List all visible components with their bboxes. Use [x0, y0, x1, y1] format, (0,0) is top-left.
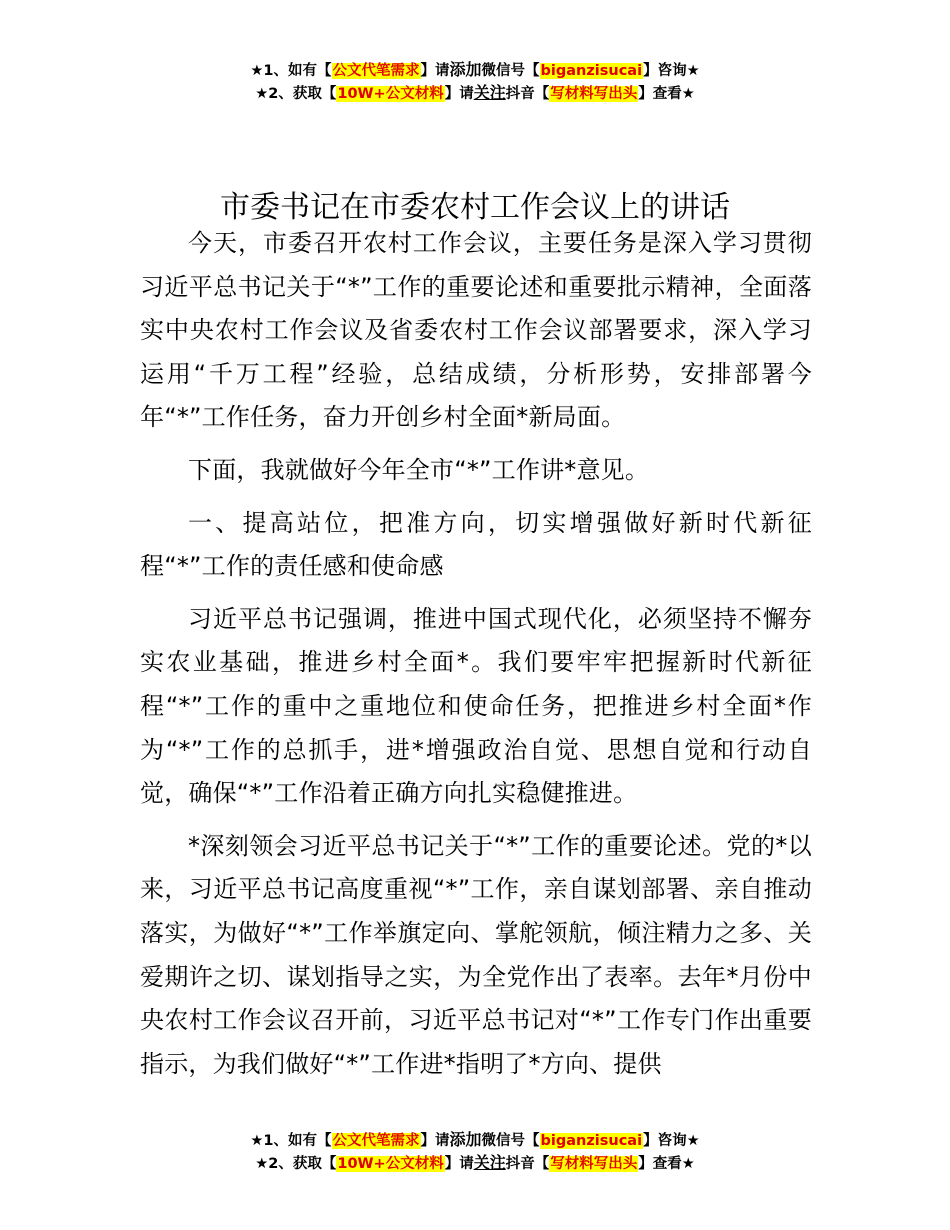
footer-banner	[0, 1129, 950, 1175]
document-body	[140, 222, 812, 1095]
paragraph: 下面，我就做好今年全市“*”工作讲*意见。	[188, 455, 650, 484]
banner-line-1	[0, 1129, 950, 1152]
banner-emphasis: 添加	[449, 60, 482, 79]
banner-text: 】请	[420, 63, 450, 79]
banner-text: 】咨询★	[643, 63, 700, 79]
banner-highlight: 公文代笔需求	[332, 63, 420, 79]
banner-line-2	[0, 1152, 950, 1175]
banner-text: 】查看★	[638, 1156, 695, 1172]
banner-text: 】请	[444, 86, 474, 102]
banner-highlight: 10W+公文材料	[337, 1156, 444, 1172]
banner-emphasis: 关注	[473, 1153, 506, 1172]
banner-highlight: 公文代笔需求	[332, 1133, 420, 1149]
section-heading: 一、提高站位，把准方向，切实增强做好新时代新征程“*”工作的责任感和使命感	[140, 508, 812, 581]
paragraph: 今天，市委召开农村工作会议，主要任务是深入学习贯彻习近平总书记关于“*”工作的重要论述和重要批示精神，全面落实中央农村工作会议及省委农村工作会议部署要求，深入学习运用“千万工程”经验，总结成绩，分析形势，安排部署今年“*”工作任务，奋力开创乡村全面*新局面。	[140, 229, 812, 432]
banner-highlight: biganzisucai	[540, 63, 643, 79]
banner-text: 】咨询★	[643, 1133, 700, 1149]
banner-text: 微信号【	[481, 63, 540, 79]
banner-text: 抖音【	[505, 1156, 550, 1172]
banner-text: ★2、获取【	[255, 1156, 337, 1172]
banner-line-1	[0, 59, 950, 82]
banner-line-2	[0, 82, 950, 105]
paragraph: 习近平总书记强调，推进中国式现代化，必须坚持不懈夯实农业基础，推进乡村全面*。我们要牢牢把握新时代新征程“*”工作的重中之重地位和使命任务，把推进乡村全面*作为“*”工作的总抓手，进*增强政治自觉、思想自觉和行动自觉，确保“*”工作沿着正确方向扎实稳健推进。	[140, 604, 812, 808]
banner-emphasis: 添加	[449, 1130, 482, 1149]
header-banner	[0, 59, 950, 105]
banner-text: 抖音【	[505, 86, 550, 102]
banner-text: ★1、如有【	[250, 1133, 332, 1149]
banner-text: 】查看★	[638, 86, 695, 102]
banner-text: 】请	[444, 1156, 474, 1172]
document-title: 市委书记在市委农村工作会议上的讲话	[220, 190, 730, 226]
banner-text: 微信号【	[481, 1133, 540, 1149]
banner-highlight: 写材料写出头	[550, 1156, 638, 1172]
banner-highlight: 10W+公文材料	[337, 86, 444, 102]
banner-highlight: 写材料写出头	[550, 86, 638, 102]
banner-text: ★2、获取【	[255, 86, 337, 102]
banner-emphasis: 关注	[473, 83, 506, 102]
paragraph: *深刻领会习近平总书记关于“*”工作的重要论述。党的*以来，习近平总书记高度重视“*”工作，亲自谋划部署、亲自推动落实，为做好“*”工作举旗定向、掌舵领航，倾注精力之多、关爱期许之切、谋划指导之实，为全党作出了表率。去年*月份中央农村工作会议召开前，习近平总书记对“*”工作专门作出重要指示，为我们做好“*”工作进*指明了*方向、提供	[140, 831, 812, 1078]
banner-text: 】请	[420, 1133, 450, 1149]
banner-highlight: biganzisucai	[540, 1133, 643, 1149]
banner-text: ★1、如有【	[250, 63, 332, 79]
